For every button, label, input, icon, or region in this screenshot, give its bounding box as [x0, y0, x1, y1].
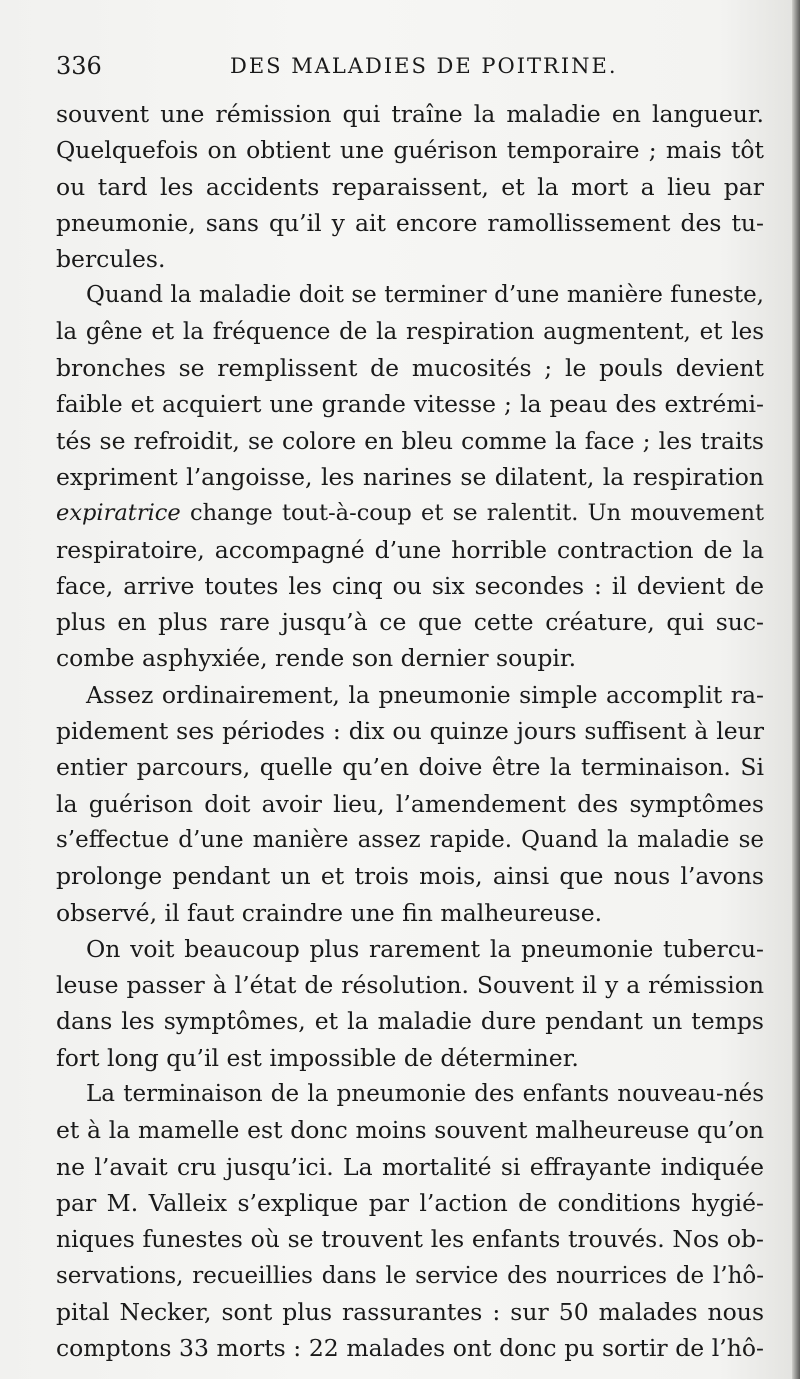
- running-header: [56, 50, 756, 84]
- text-line: prolonge pendant un et trois mois, ainsi que nous l’avons: [56, 862, 764, 891]
- text-line: tés se refroidit, se colore en bleu comme la face ; les traits: [56, 426, 764, 455]
- text-line: observé, il faut craindre une fin malheureuse.: [56, 898, 603, 927]
- text-line: pidement ses périodes : dix ou quinze jours suffisent à leur: [56, 717, 764, 746]
- text-line: la guérison doit avoir lieu, l’amendement des symptômes: [56, 789, 764, 818]
- text-line: leuse passer à l’état de résolution. Souvent il y a rémission: [56, 971, 764, 1000]
- text-line: souvent une rémission qui traîne la maladie en langueur.: [56, 100, 764, 128]
- text-line: fort long qu’il est impossible de déterminer.: [56, 1043, 579, 1072]
- text-line: comptons 33 morts : 22 malades ont donc pu sortir de l’hô-: [56, 1334, 764, 1363]
- text-line: servations, recueillies dans le service des nourrices de l’hô-: [56, 1262, 764, 1289]
- text-line: dans les symptômes, et la maladie dure pendant un temps: [56, 1007, 764, 1036]
- text-line: entier parcours, quelle qu’en doive être la terminaison. Si: [56, 753, 764, 782]
- text-line: ne l’avait cru jusqu’ici. La mortalité si effrayante indiquée: [56, 1152, 764, 1181]
- page-edge-shadow: [792, 0, 800, 1379]
- text-line: bronches se remplissent de mucosités ; le pouls devient: [56, 354, 764, 383]
- italic-term: expiratrice: [56, 500, 181, 527]
- text-line: ou tard les accidents reparaissent, et la mort a lieu par: [56, 172, 764, 201]
- paragraph-start-line: La terminaison de la pneumonie des enfants nouveau-nés: [86, 1081, 764, 1108]
- text-line: bercules.: [56, 245, 166, 274]
- text-line: face, arrive toutes les cinq ou six secondes : il devient de: [56, 571, 764, 600]
- text-line: expriment l’angoisse, les narines se dilatent, la respiration: [56, 462, 764, 491]
- paragraph-start-line: Assez ordinairement, la pneumonie simple accomplit ra-: [86, 680, 764, 709]
- text-line: pneumonie, sans qu’il y ait encore ramollissement des tu-: [56, 208, 764, 237]
- page-number: 336: [56, 52, 102, 80]
- text-line: pital Necker, sont plus rassurantes : sur 50 malades nous: [56, 1297, 764, 1326]
- text-line: [56, 495, 764, 531]
- text-line: niques funestes où se trouvent les enfants trouvés. Nos ob-: [56, 1225, 764, 1254]
- paragraph-start-line: Quand la maladie doit se terminer d’une manière funeste,: [86, 282, 764, 309]
- text-line: par M. Valleix s’explique par l’action de conditions hygié-: [56, 1188, 764, 1217]
- text-line: combe asphyxiée, rende son dernier soupir.: [56, 644, 577, 673]
- text-line: Quelquefois on obtient une guérison temporaire ; mais tôt: [56, 136, 764, 165]
- text-line: faible et acquiert une grande vitesse ; la peau des extrémi-: [56, 390, 764, 419]
- text-line: respiratoire, accompagné d’une horrible contraction de la: [56, 535, 764, 564]
- text-line: la gêne et la fréquence de la respiration augmentent, et les: [56, 318, 764, 345]
- text-block: [56, 96, 764, 1366]
- text-line: s’effectue d’une manière assez rapide. Quand la maladie se: [56, 826, 764, 853]
- text-line: et à la mamelle est donc moins souvent malheureuse qu’on: [56, 1116, 764, 1145]
- text-line: plus en plus rare jusqu’à ce que cette créature, qui suc-: [56, 608, 764, 637]
- running-title: DES MALADIES DE POITRINE.: [230, 54, 618, 78]
- text-fragment: change tout-à-coup et se ralentit. Un mouvement: [189, 500, 764, 527]
- paragraph-start-line: On voit beaucoup plus rarement la pneumonie tubercu-: [86, 934, 764, 963]
